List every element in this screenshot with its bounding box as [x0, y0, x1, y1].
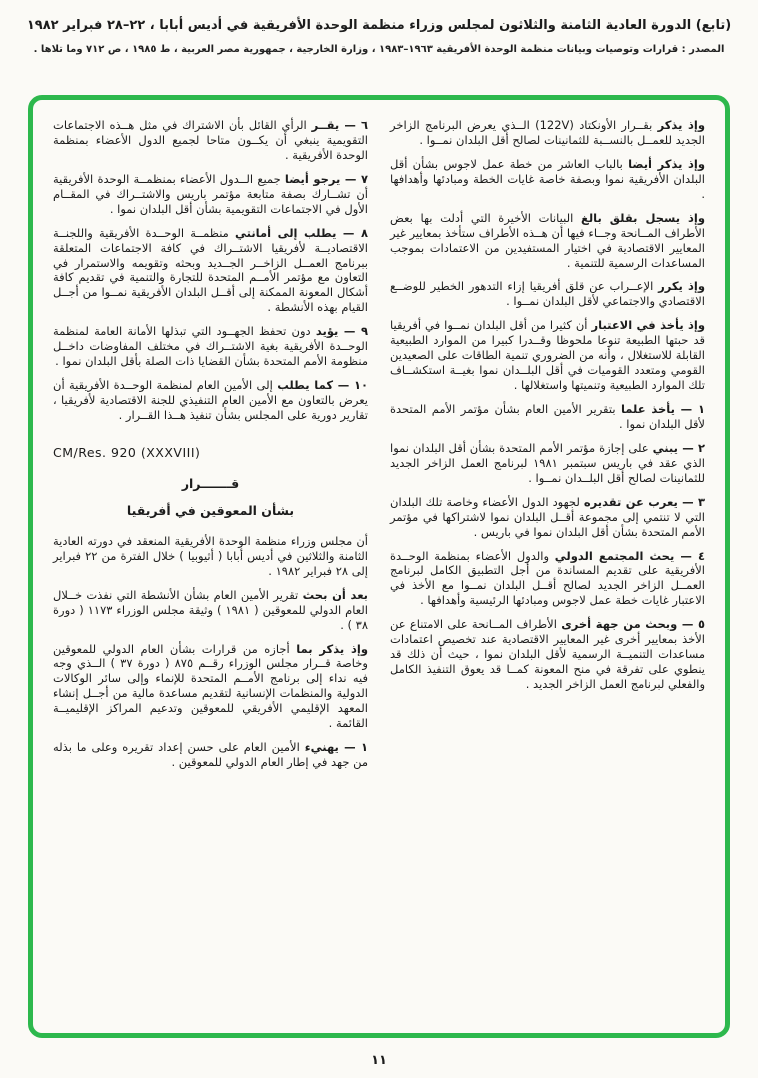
source-line: المصدر : قرارات وتوصيات وبيانات منظمة الوحدة الأفريقية ١٩٦٣–١٩٨٣ ، وزارة الخارجية ، جمهورية مصر العربية ، ط ١٩٨٥ ، ص ٧١٢ وما تلاها . — [33, 43, 725, 55]
paragraph — [390, 211, 705, 271]
paragraph-text: إلى الأمين العام لمنظمة الوحــدة الأفريقية أن يعرض بالتعاون مع الأمين العام التنفيذي للجنة الاقتصادية لأفريقيا ، تقارير دورية على المجلس بشأن تنفيذ هــذا القــرار . — [53, 378, 368, 422]
paragraph — [390, 279, 705, 309]
paragraph-text: بالباب العاشر من خطة عمل لاجوس بشأن أقل البلدان الأفريقية نموا وبصفة خاصة غايات الخطة ومبادئها وأهدافها . — [390, 156, 705, 201]
column-right — [390, 118, 705, 1023]
paragraph-text: بتقرير الأمين العام بشأن مؤتمر الأمم المتحدة لأقل البلدان نموا . — [390, 402, 705, 431]
header-title: (تابع) الدورة العادية الثامنة والثلاثون لمجلس وزراء منظمة الوحدة الأفريقية في أديس أبابا ، ٢٢–٢٨ فبراير ١٩٨٢ — [26, 18, 732, 33]
paragraph-text: جميع الــدول الأعضاء بمنظمــة الوحدة الأفريقية أن تشــارك بصفة متابعة مؤتمر باريس والاشتــراك في المقــام الأول في الاجتماعات التقويمية بشأن أقل البلدان نموا . — [53, 171, 368, 216]
paragraph-text: منظمــة الوحــدة الأفريقية واللجنــة الاقتصاديــة لأفريقيا الاشتــراك في كافة الاجتماعات المتعلقة ببرنامج العمــل الزاخــر الجــديد وبحثه وتقويمه والاستمرار في التعاون مع مؤتمر الأمــم المتحدة للتجارة والتنمية في تقديم كافة أشكال المعونة الممكنة إلى أقــل البلدان الأفريقية نمــوا من أجــل القيام بهذه الأنشطة . — [53, 225, 368, 315]
paragraph — [53, 324, 368, 369]
paragraph-lead: بعد أن بحث — [302, 587, 369, 602]
paragraph — [390, 157, 705, 202]
paragraph-text: على إجازة مؤتمر الأمم المتحدة بشأن أقل البلدان نموا الذي عقد في باريس سبتمبر ١٩٨١ لبرنامج العمل الزاخر الجديد للثمانينات لصالح أقل البلــدان نمــوا . — [390, 440, 705, 485]
paragraph-lead: ٢ — يبني — [652, 440, 706, 455]
paragraph-lead: ٥ — وبحث من جهة أخرى — [561, 617, 705, 632]
paragraph-text: الرأي القائل بأن الاشتراك في مثل هــذه الاجتماعات التقويمية ينبغي أن يكــون متاحا لجميع الدول الأعضاء بمنظمة الوحدة الأفريقية . — [53, 118, 368, 162]
paragraph — [390, 402, 705, 432]
paragraph-lead: ٨ — يطلب إلى أمانتي — [235, 225, 368, 240]
paragraph-lead: وإذ يسجل بقلق بالغ — [580, 210, 705, 225]
paragraph — [53, 118, 368, 163]
content-frame — [28, 95, 730, 1038]
paragraph — [53, 588, 368, 633]
paragraph-text: الإعــراب عن قلق أفريقيا إزاء التدهور الخطير للوضــع الاقتصادي والاجتماعي لأقل البلدان نمــوا . — [390, 279, 705, 309]
page-number: ١١ — [371, 1053, 387, 1068]
paragraph — [53, 740, 368, 770]
paragraph-lead: ١٠ — كما يطلب — [277, 378, 368, 393]
paragraph-lead: ٧ — يرجو أيضا — [284, 171, 369, 186]
paragraph-lead: وإذ يذكر أيضا — [628, 156, 706, 171]
resolution-kind: قـــــــرار — [181, 475, 240, 491]
paragraph-text: الأطراف المــانحة على الامتناع عن الأخذ بمعايير أخرى غير المعايير الاقتصادية عند تخصيص اعتمادات مساعدات التنميــة الرسمية لأقل البلدان نموا ، حيث أن ذلك قد ينطوي على تفرقة في منح المعونة كمــا قد يعوق التنفيذ الكامل والفعلي لبرنامج العمل الزاخر الجديد . — [390, 617, 705, 691]
paragraph-lead: ٤ — يحث المجتمع الدولي — [554, 548, 705, 563]
paragraph — [390, 495, 705, 540]
paragraph — [390, 549, 705, 609]
paragraph-text: لجهود الدول الأعضاء وخاصة تلك البلدان التي لا تنتمي إلى مجموعة أقــل البلدان نموا لاشتراكها في مؤتمر الأمم المتحدة بشأن أقل البلدان نموا في باريس . — [390, 494, 705, 539]
paragraph-text: أن كثيرا من أقل البلدان نمــوا في أفريقيا قد حبتها الطبيعة تنوعا ملحوظا وقــدرا كبيرا من الموارد الطبيعية القابلة للاستغلال ، وأنه من الضروري تنمية الطاقات على الصعيدين القومي ومتعدد القوميات في أقل البلــدان نموا بغيــة استكشــاف تلك الموارد الطبيعية وتنميتها واستغلالها . — [390, 318, 705, 393]
paragraph-text: أن مجلس وزراء منظمة الوحدة الأفريقية المنعقد في دورته العادية الثامنة والثلاثين في أديس أبابا ( أثيوبيا ) خلال الفترة من ٢٢ فبراير إلى ٢٨ فبراير ١٩٨٢ . — [53, 533, 369, 578]
paragraph-text: تقرير الأمين العام بشأن الأنشطة التي نفذت خــلال العام الدولي للمعوقين ( ١٩٨١ ) وثيقة مجلس الوزراء ١١٧٣ ( دورة ٣٨ ) . — [53, 587, 369, 632]
resolution-title: بشأن المعوقين في أفريقيا — [126, 502, 295, 518]
paragraph — [390, 441, 705, 486]
paragraph — [53, 642, 368, 732]
paragraph — [390, 118, 705, 148]
paragraph — [53, 378, 368, 423]
paragraph — [53, 226, 368, 316]
paragraph-lead: وإذ يذكر — [657, 118, 706, 132]
paragraph-text: بقــرار الأونكتاد (122V) الــذي يعرض البرنامج الزاخر الجديد للعمــل بالنســبة للثمانينات لصالح أقل البلدان نمــوا . — [390, 118, 705, 147]
paragraph-lead: ٩ — يؤيد — [315, 324, 369, 339]
paragraph-text: البيانات الأخيرة التي أدلت بها بعض الأطراف المــانحة وجــاء فيها أن هــذه الأطراف ستأخذ بمعايير غير المعايير الاقتصادية في اختيار المستفيدين من الاعتمادات بموجب المساعدات الرسمية للتنمية . — [390, 210, 705, 270]
paragraph-lead: ١ — يأخذ علما — [620, 402, 705, 416]
paragraph-lead: ٣ — يعرب عن تقديره — [583, 494, 705, 509]
paragraph-lead: وإذ يذكر بما — [296, 641, 369, 656]
paragraph-text: الأمين العام على حسن إعداد تقريره وعلى ما بذله من جهد في إطار العام الدولي للمعوقين . — [53, 740, 368, 770]
paragraph-lead: وإذ يكرر — [658, 279, 706, 294]
column-left — [53, 118, 368, 1023]
paragraph-lead: وإذ يأخذ في الاعتبار — [591, 318, 705, 333]
paragraph — [53, 534, 368, 579]
paragraph — [390, 617, 705, 692]
paragraph-lead: ٦ — يقــر — [311, 118, 368, 132]
page-header — [20, 16, 738, 55]
paragraph-text: أجازه من قرارات بشأن العام الدولي للمعوقين وخاصة قــرار مجلس الوزراء رقــم ٨٧٥ ( دورة ٣٧ ) الــذي وجه فيه نداء إلى برنامج الأمــم المتحدة للإنماء وإلى سائر الوكالات الدولية والمنظمات الإنسانية لتقديم مساعدة مالية من أجــل إنشاء المعهد الإقليمي الأفريقي للمعوقين وتدعيم المراكز الإقليميــة القائمة . — [53, 641, 368, 731]
paragraph — [53, 172, 368, 217]
paragraph-lead: ١ — يهنيء — [304, 740, 368, 755]
paragraph-text: والدول الأعضاء بمنظمة الوحــدة الأفريقية على تقديم المساندة من أجل التطبيق الكامل لبرنامج العمــل الزاخر الجديد لصالح أقــل البلدان نمــوا مع الأخذ في الاعتبار غايات خطة عمل لاجوس ومبادئها الرئيسية وأهدافها . — [390, 548, 705, 608]
paragraph — [390, 318, 705, 393]
resolution-reference: CM/Res. 920 (XXXVIII) — [53, 444, 201, 460]
paragraph-text: دون تحفظ الجهــود التي تبذلها الأمانة العامة لمنظمة الوحــدة الأفريقية بغية الاشتــراك في مختلف المفاوضات داخــل منظومة الأمم المتحدة بشأن القضايا ذات الصلة بأقل البلدان نموا . — [53, 324, 368, 369]
